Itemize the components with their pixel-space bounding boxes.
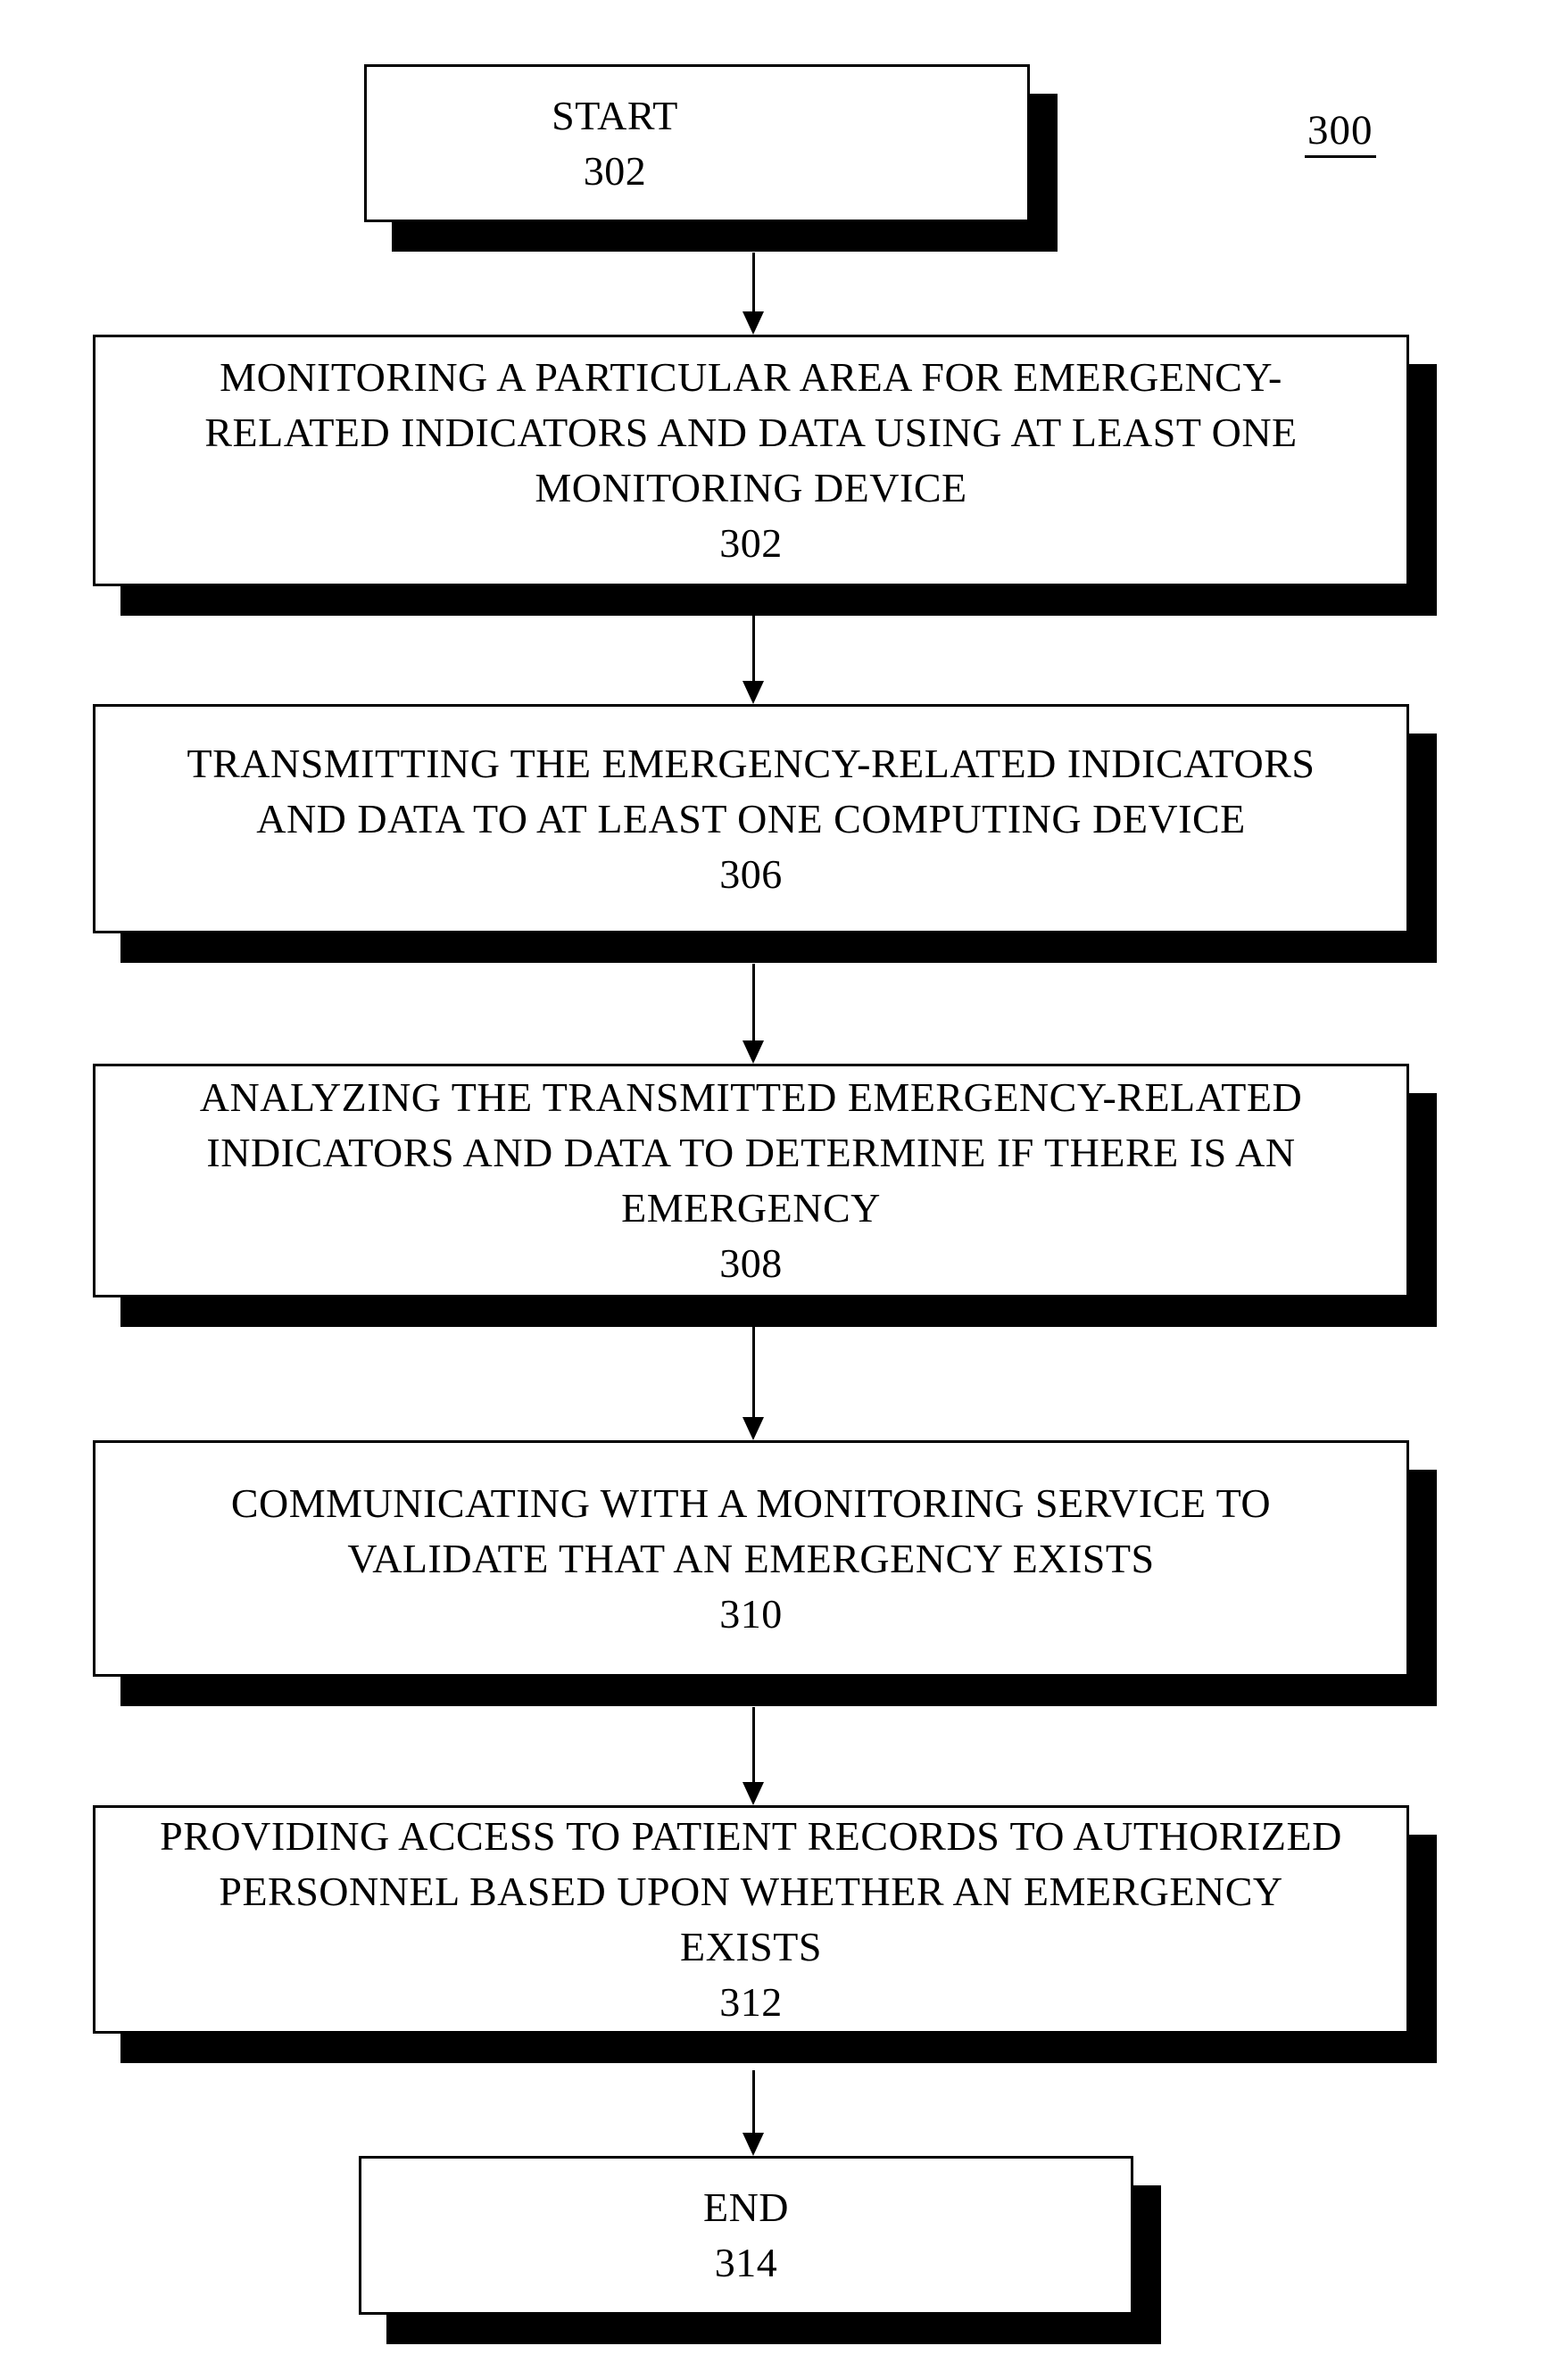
step-box-analyzing [93,1064,1409,1297]
step-text-line: RELATED INDICATORS AND DATA USING AT LEAST ONE [204,410,1298,455]
step-box-transmitting [93,704,1409,933]
arrow-down-icon [743,681,764,704]
node-start [364,64,1030,222]
arrow-shaft [752,253,755,319]
step-text-line: MONITORING DEVICE [535,465,967,510]
step-ref: 312 [719,1979,783,2025]
arrow-down-icon [743,1040,764,1064]
node-end-title: END [702,2184,790,2230]
step-text-line: EXISTS [680,1924,822,1969]
step-content [200,1070,1302,1291]
step-text-line: COMMUNICATING WITH A MONITORING SERVICE TO [230,1480,1272,1526]
node-end [359,2156,1133,2315]
step-box-providing-access [93,1805,1409,2034]
node-start-content [552,88,678,199]
node-end-ref: 314 [714,2240,778,2285]
flow-arrow-step4-to-step5 [743,1707,764,1805]
step-content [160,1809,1342,2030]
step-text-line: INDICATORS AND DATA TO DETERMINE IF THERE IS AN [206,1130,1296,1175]
step-ref: 302 [719,520,783,566]
step-content [231,1476,1271,1642]
arrow-down-icon [743,311,764,335]
flow-arrow-start-to-step1 [743,253,764,335]
step-text-line: PERSONNEL BASED UPON WHETHER AN EMERGENCY [219,1869,1283,1914]
step-text-line: PROVIDING ACCESS TO PATIENT RECORDS TO AUTHORIZED [160,1813,1342,1859]
arrow-shaft [752,2070,755,2140]
step-text-line: TRANSMITTING THE EMERGENCY-RELATED INDICATORS [187,740,1315,786]
arrow-down-icon [743,2133,764,2156]
flow-arrow-step3-to-step4 [743,1327,764,1440]
arrow-down-icon [743,1782,764,1805]
step-text-line: ANALYZING THE TRANSMITTED EMERGENCY-RELATED [199,1074,1303,1120]
node-start-ref: 302 [583,147,647,194]
step-box-communicating [93,1440,1409,1677]
arrow-down-icon [743,1417,764,1440]
arrow-shaft [752,964,755,1048]
step-ref: 308 [719,1240,783,1286]
step-text-line: AND DATA TO AT LEAST ONE COMPUTING DEVICE [256,795,1246,841]
node-start-title: START [552,92,678,138]
step-text-line: MONITORING A PARTICULAR AREA FOR EMERGENCY- [220,354,1282,400]
step-ref: 310 [719,1590,783,1637]
node-end-content [703,2180,789,2291]
step-content [204,350,1297,571]
step-ref: 306 [719,850,783,897]
figure-number: 300 [1305,107,1376,158]
arrow-shaft [752,1707,755,1789]
flow-arrow-step2-to-step3 [743,964,764,1064]
flow-arrow-step5-to-end [743,2070,764,2156]
step-box-monitoring [93,335,1409,586]
step-text-line: VALIDATE THAT AN EMERGENCY EXISTS [347,1535,1155,1581]
step-content [187,736,1315,902]
flow-arrow-step1-to-step2 [743,616,764,704]
arrow-shaft [752,1327,755,1424]
arrow-shaft [752,616,755,688]
step-text-line: EMERGENCY [621,1185,881,1231]
